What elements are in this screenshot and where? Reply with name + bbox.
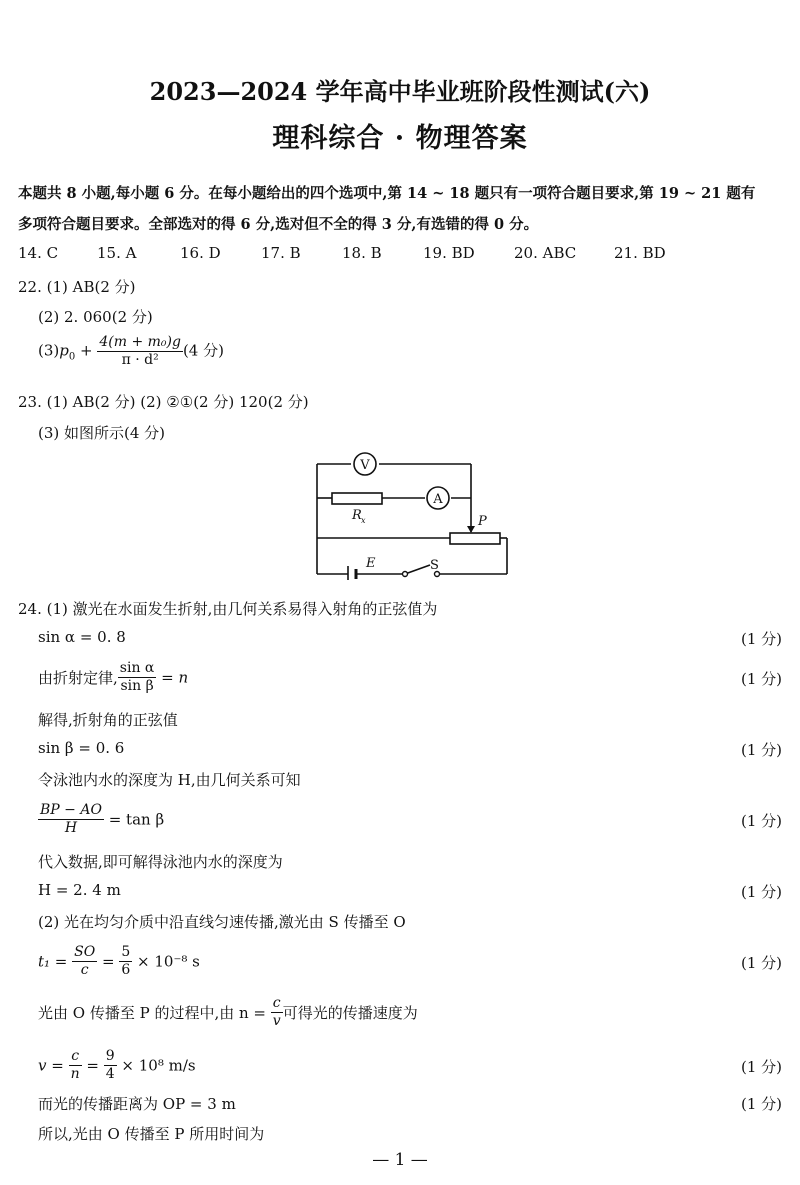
q23-part3: (3) 如图所示(4 分) — [38, 424, 166, 442]
rheostat — [450, 533, 500, 544]
voltmeter-label: V — [360, 458, 370, 473]
answer-17: 17. B — [261, 244, 301, 262]
q24-line-9: H = 2. 4 m — [38, 881, 121, 899]
answer-19: 19. BD — [423, 244, 475, 262]
q22-fraction: $\frac{\text{4(m + m₀)g}}{\text{π · d²}}$ — [99, 334, 181, 368]
answer-20: 20. ABC — [514, 244, 577, 262]
q24-line-10: (2) 光在均匀介质中沿直线匀速传播,激光由 S 传播至 O — [38, 913, 406, 931]
q24-line-7: $\frac{BP - AO}{H}$ = tan β — [40, 802, 165, 836]
page-number: — 1 — — [372, 1150, 428, 1170]
answer-18: 18. B — [342, 244, 382, 262]
switch-blade — [405, 565, 430, 574]
resistor-label: R — [352, 508, 362, 523]
resistor-rx — [332, 493, 382, 504]
q23-part1: 23. (1) AB(2 分) (2) ②①(2 分) 120(2 分) — [18, 393, 309, 411]
instructions-line-1: 本题共 8 小题,每小题 6 分。在每小题给出的四个选项中,第 14 ~ 18 题只有一项符合题目要求,第 19 ~ 21 题有 — [18, 185, 756, 202]
q22-part2: (2) 2. 060(2 分) — [38, 308, 153, 326]
answer-16: 16. D — [180, 244, 221, 262]
q24-line-4: 解得,折射角的正弦值 — [38, 711, 178, 729]
q24-line-5: sin β = 0. 6 — [38, 739, 125, 757]
score-7: (1 分) — [740, 1058, 782, 1076]
q24-line-11: t₁ = $\frac{SO}{c}$ = $\frac{5}{6}$ × 10⁻⁸ s — [38, 944, 200, 978]
answer-21: 21. BD — [614, 244, 666, 262]
q22-part1: 22. (1) AB(2 分) — [18, 278, 136, 296]
switch-label: S — [430, 558, 439, 573]
q24-line-2: sin α = 0. 8 — [38, 628, 126, 646]
exam-title: 2023—2024 学年高中毕业班阶段性测试(六) — [149, 77, 651, 106]
q24-line-15: 所以,光由 O 传播至 P 所用时间为 — [38, 1125, 265, 1143]
battery-label: E — [366, 556, 376, 571]
score-4: (1 分) — [740, 812, 782, 830]
q24-line-8: 代入数据,即可解得泳池内水的深度为 — [38, 853, 283, 871]
q24-line-12: 光由 O 传播至 P 的过程中,由 n = $\frac{c}{v}$ 可得光的传播速度为 — [38, 995, 418, 1029]
ammeter-label: A — [433, 492, 443, 507]
score-2: (1 分) — [740, 670, 782, 688]
score-5: (1 分) — [740, 883, 782, 901]
q24-line-1: 24. (1) 激光在水面发生折射,由几何关系易得入射角的正弦值为 — [18, 600, 438, 618]
score-3: (1 分) — [740, 741, 782, 759]
resistor-subscript: x — [361, 516, 366, 525]
q24-line-3: 由折射定律, $\frac{\text{sin α}}{\text{sin β}}$ = n — [38, 660, 189, 694]
q24-line-6: 令泳池内水的深度为 H,由几何关系可知 — [38, 771, 301, 789]
slider-arrow — [467, 526, 475, 533]
instructions-line-2: 多项符合题目要求。全部选对的得 6 分,选对但不全的得 3 分,有选错的得 0 分。 — [18, 216, 539, 233]
q22-part3: $(3)p_0$ + $\frac{\text{4(m + m₀)g}}{\text{π · d²}}$ (4 分) — [38, 334, 224, 368]
score-8: (1 分) — [740, 1095, 782, 1113]
exam-subtitle: 理科综合 · 物理答案 — [272, 123, 528, 154]
slider-label: P — [478, 514, 487, 529]
switch-pivot — [403, 572, 408, 577]
q24-line-14: 而光的传播距离为 OP = 3 m — [38, 1095, 236, 1113]
q24-line-13: v = $\frac{c}{n}$ = $\frac{9}{4}$ × 10⁸ m/s — [38, 1048, 196, 1082]
answer-14: 14. C — [18, 244, 59, 262]
score-1: (1 分) — [740, 630, 782, 648]
score-6: (1 分) — [740, 954, 782, 972]
answer-15: 15. A — [97, 244, 137, 262]
circuit-diagram — [300, 448, 520, 580]
